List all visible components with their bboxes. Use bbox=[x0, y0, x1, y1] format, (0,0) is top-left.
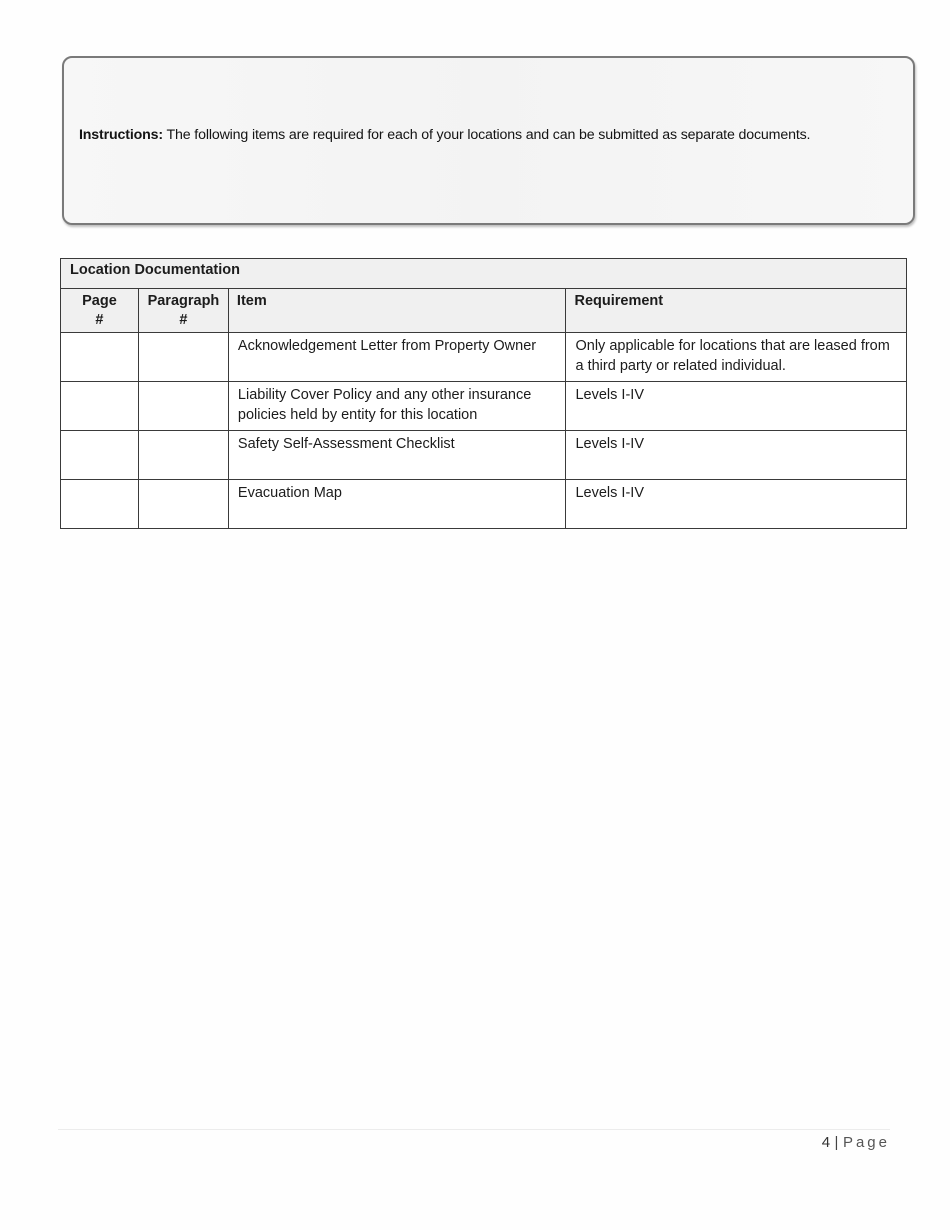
location-documentation-table bbox=[60, 258, 907, 529]
cell-paragraph[interactable] bbox=[138, 382, 228, 431]
header-page-label: Page bbox=[82, 293, 117, 309]
table-row bbox=[61, 382, 907, 431]
cell-requirement: Levels I-IV bbox=[566, 431, 907, 480]
header-item: Item bbox=[228, 289, 566, 333]
cell-requirement: Levels I-IV bbox=[566, 480, 907, 529]
cell-item: Evacuation Map bbox=[228, 480, 566, 529]
table-title-row bbox=[61, 259, 907, 289]
cell-paragraph[interactable] bbox=[138, 480, 228, 529]
cell-paragraph[interactable] bbox=[138, 333, 228, 382]
header-requirement: Requirement bbox=[566, 289, 907, 333]
page-separator: | bbox=[834, 1134, 839, 1151]
instructions-label: Instructions: bbox=[79, 126, 163, 143]
table-header-row bbox=[61, 289, 907, 333]
instructions-body: The following items are required for each of your locations and can be submitted as separate documents. bbox=[162, 126, 811, 143]
table-title: Location Documentation bbox=[61, 259, 907, 289]
cell-page[interactable] bbox=[61, 382, 139, 431]
page-word: Page bbox=[842, 1134, 890, 1151]
header-page-number bbox=[61, 289, 139, 333]
cell-page[interactable] bbox=[61, 333, 139, 382]
cell-paragraph[interactable] bbox=[138, 431, 228, 480]
cell-item: Liability Cover Policy and any other insurance policies held by entity for this location bbox=[228, 382, 566, 431]
table-row bbox=[61, 480, 907, 529]
instructions-box bbox=[62, 56, 915, 225]
cell-item: Acknowledgement Letter from Property Owner bbox=[228, 333, 566, 382]
cell-item: Safety Self-Assessment Checklist bbox=[228, 431, 566, 480]
cell-page[interactable] bbox=[61, 431, 139, 480]
header-paragraph-number bbox=[138, 289, 228, 333]
cell-requirement: Levels I-IV bbox=[566, 382, 907, 431]
header-paragraph-hash: # bbox=[179, 312, 188, 328]
table-row bbox=[61, 333, 907, 382]
cell-requirement: Only applicable for locations that are leased from a third party or related individual. bbox=[566, 333, 907, 382]
footer-divider bbox=[58, 1129, 890, 1130]
header-page-hash: # bbox=[95, 312, 104, 328]
instructions-text bbox=[79, 127, 810, 143]
header-paragraph-label: Paragraph bbox=[147, 293, 220, 309]
page-number: 4 bbox=[821, 1134, 831, 1151]
table-row bbox=[61, 431, 907, 480]
cell-page[interactable] bbox=[61, 480, 139, 529]
page-number-footer bbox=[822, 1134, 890, 1151]
